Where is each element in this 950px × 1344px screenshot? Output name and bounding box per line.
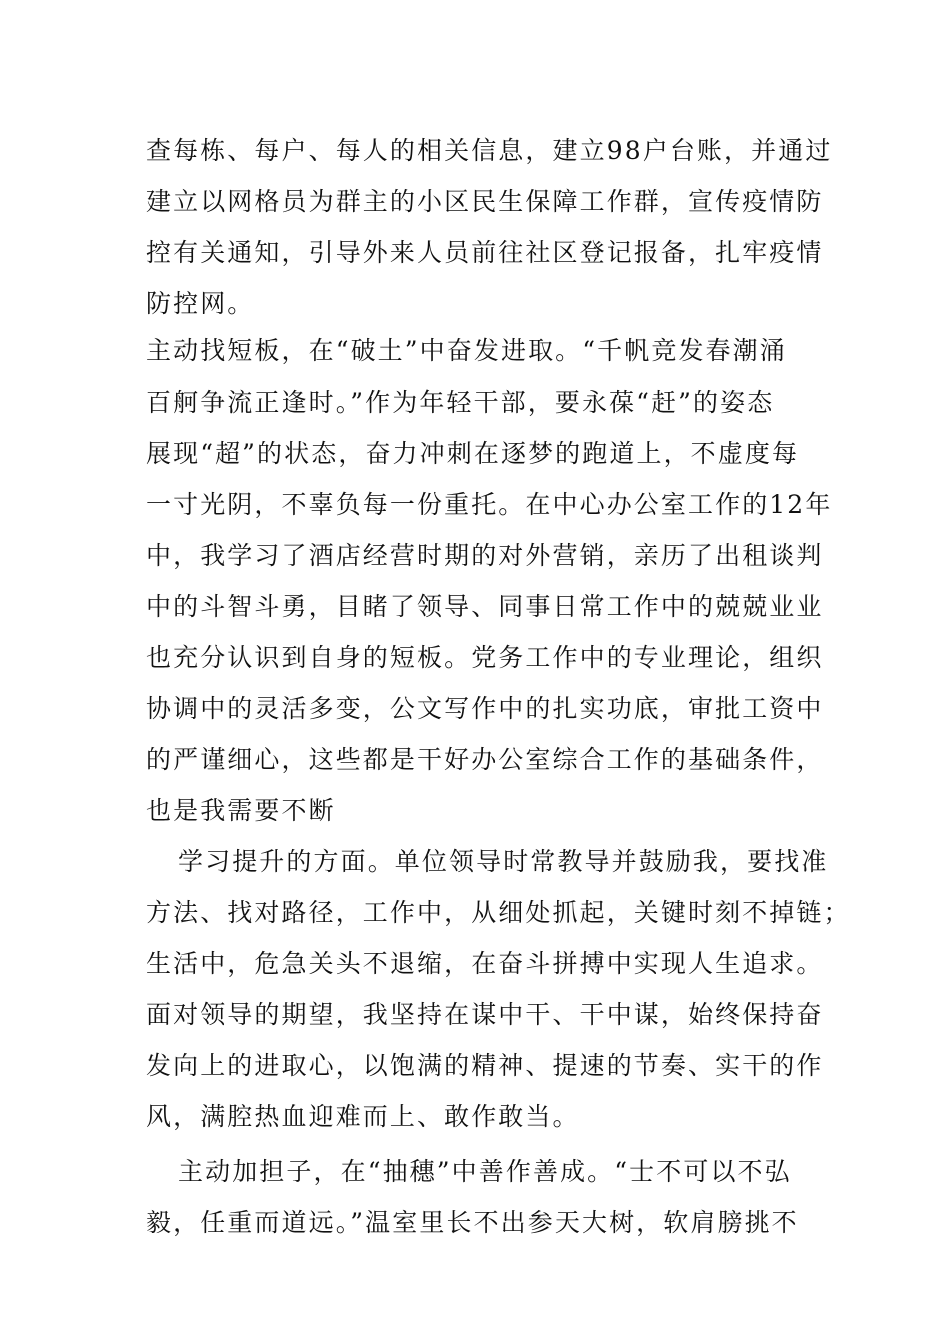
text-line: 控有关通知，引导外来人员前往社区登记报备，扎牢疫情 [146, 238, 824, 267]
text-line: 也充分认识到自身的短板。党务工作中的专业理论，组织 [146, 643, 824, 672]
text-line: 的严谨细心，这些都是干好办公室综合工作的基础条件， [146, 745, 824, 774]
text-line: 中的斗智斗勇，目睹了领导、同事日常工作中的兢兢业业 [146, 592, 824, 621]
text-line: 面对领导的期望，我坚持在谋中干、干中谋，始终保持奋 [146, 1000, 824, 1029]
text-line: 毅，任重而道远。”温室里长不出参天大树，软肩膀挑不 [146, 1208, 799, 1237]
paragraph-start: 学习提升的方面。单位领导时常教导并鼓励我，要找准 [178, 847, 829, 876]
text-line: 一寸光阴，不辜负每一份重托。在中心办公室工作的12年 [146, 490, 833, 519]
text-line: 查每栋、每户、每人的相关信息，建立98户台账，并通过 [146, 136, 833, 165]
text-line: 协调中的灵活多变，公文写作中的扎实功底，审批工资中 [146, 694, 824, 723]
paragraph-start: 主动加担子，在“抽穗”中善作善成。“士不可以不弘 [178, 1157, 792, 1186]
paragraph-start: 主动找短板，在“破土”中奋发进取。“千帆竞发春潮涌 [146, 336, 787, 365]
text-line: 防控网。 [146, 289, 255, 318]
text-line: 百舸争流正逢时。”作为年轻干部，要永葆“赶”的姿态 [146, 388, 775, 417]
text-line: 风，满腔热血迎难而上、敢作敢当。 [146, 1102, 580, 1131]
text-line: 展现“超”的状态，奋力冲刺在逐梦的跑道上，不虚度每 [146, 439, 800, 468]
text-line: 建立以网格员为群主的小区民生保障工作群，宣传疫情防 [146, 187, 824, 216]
text-line: 方法、找对路径，工作中，从细处抓起，关键时刻不掉链； [146, 898, 851, 927]
text-line: 生活中，危急关头不退缩，在奋斗拼搏中实现人生追求。 [146, 949, 824, 978]
text-line: 发向上的进取心，以饱满的精神、提速的节奏、实干的作 [146, 1051, 824, 1080]
text-line: 也是我需要不断 [146, 796, 336, 825]
text-line: 中，我学习了酒店经营时期的对外营销，亲历了出租谈判 [146, 541, 824, 570]
